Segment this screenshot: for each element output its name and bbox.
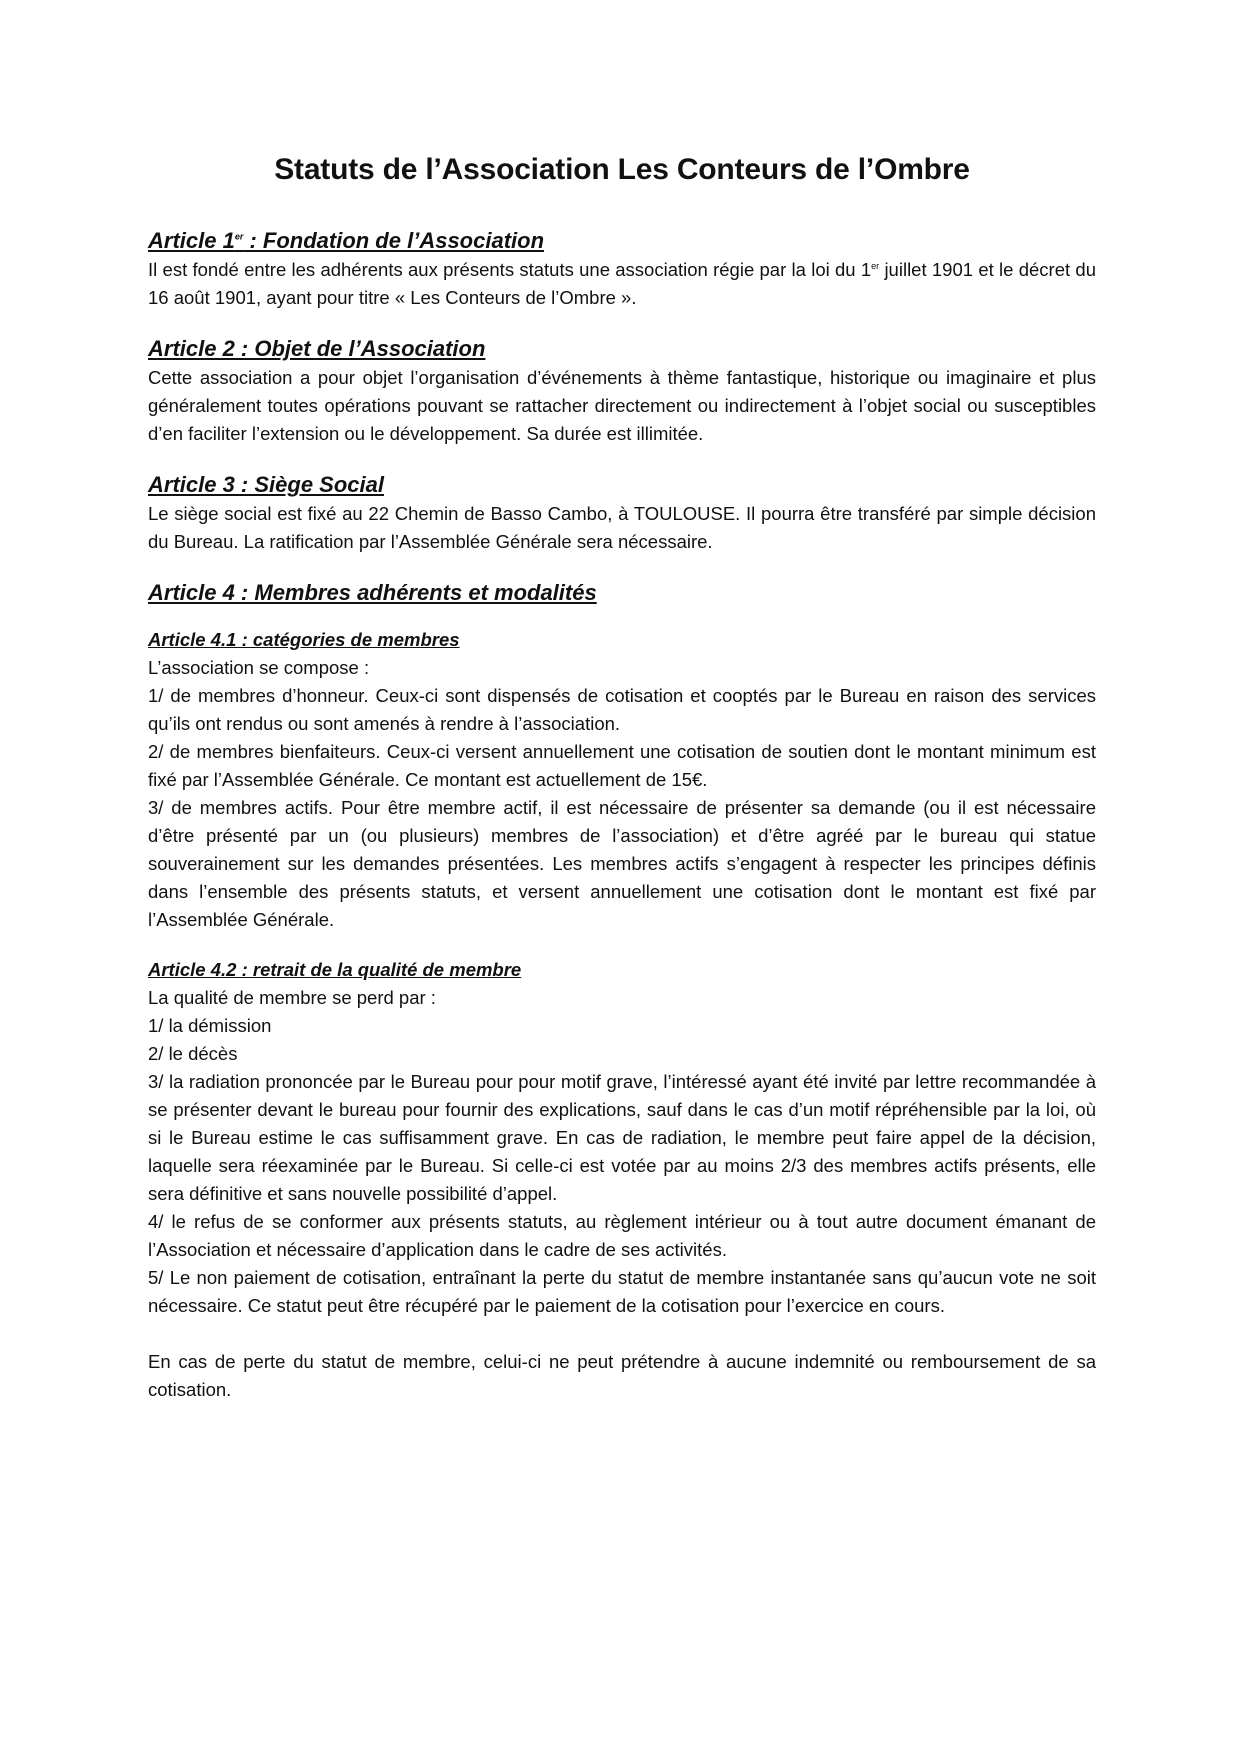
article-1-body	[148, 256, 1096, 312]
article-4-1-item: 3/ de membres actifs. Pour être membre actif, il est nécessaire de présenter sa demande (ou il est nécessaire d’être présenté par un (ou plusieurs) membres de l’association) et d’être agréé par le bureau qui statue souverainement sur les demandes présentées. Les membres actifs s’engagent à respecter les principes définis dans l’ensemble des présents statuts, et versent annuellement une cotisation dont le montant est fixé par l’Assemblée Générale.	[148, 797, 1096, 930]
article-2-heading: Article 2 : Objet de l’Association	[148, 336, 486, 361]
article-4-1-intro: L’association se compose :	[148, 657, 370, 678]
article-4-1-item: 2/ de membres bienfaiteurs. Ceux-ci versent annuellement une cotisation de soutien dont le montant minimum est fixé par l’Assemblée Générale. Ce montant est actuellement de 15€.	[148, 741, 1096, 790]
article-1-heading-sup: er	[234, 231, 244, 242]
article-4-2-item: 1/ la démission	[148, 1015, 272, 1036]
article-3	[148, 470, 1096, 556]
article-1-body-sup: er	[871, 260, 880, 271]
article-4-2-item: 3/ la radiation prononcée par le Bureau pour pour motif grave, l’intéressé ayant été invité par lettre recommandée à se présenter devant le bureau pour fournir des explications, sauf dans le cas d’un motif répréhensible par la loi, où si le Bureau estime le cas suffisamment grave. En cas de radiation, le membre peut faire appel de la décision, laquelle sera réexaminée par le Bureau. Si celle-ci est votée par au moins 2/3 des membres actifs présents, elle sera définitive et sans nouvelle possibilité d’appel.	[148, 1071, 1096, 1204]
article-4-1-item: 1/ de membres d’honneur. Ceux-ci sont dispensés de cotisation et cooptés par le Bureau en raison des services qu’ils ont rendus ou sont amenés à rendre à l’association.	[148, 685, 1096, 734]
article-1-heading-suffix: : Fondation de l’Association	[243, 228, 545, 253]
document-page	[148, 150, 1096, 1426]
article-2	[148, 334, 1096, 448]
article-1-body-part1: Il est fondé entre les adhérents aux présents statuts une association régie par la loi du 1	[148, 259, 872, 280]
article-4-2-closing: En cas de perte du statut de membre, celui-ci ne peut prétendre à aucune indemnité ou remboursement de sa cotisation.	[148, 1351, 1096, 1400]
article-1-body-part2: juillet 1901 et le décret du 16 août 1901, ayant pour titre « Les Conteurs de l’Ombre ».	[148, 259, 1096, 308]
article-1-heading-prefix: Article 1	[148, 228, 235, 253]
article-4-1	[148, 626, 1096, 934]
article-3-heading: Article 3 : Siège Social	[148, 472, 384, 497]
article-4-2-item: 4/ le refus de se conformer aux présents statuts, au règlement intérieur ou à tout autre document émanant de l’Association et nécessaire d’application dans le cadre de ses activités.	[148, 1211, 1096, 1260]
article-4-2	[148, 956, 1096, 1404]
article-1-heading	[148, 226, 1096, 256]
article-4	[148, 578, 1096, 1404]
article-4-2-item: 5/ Le non paiement de cotisation, entraînant la perte du statut de membre instantanée sans qu’aucun vote ne soit nécessaire. Ce statut peut être récupéré par le paiement de la cotisation pour l’exercice en cours.	[148, 1267, 1096, 1316]
article-1	[148, 226, 1096, 312]
article-4-2-intro: La qualité de membre se perd par :	[148, 987, 436, 1008]
article-4-2-item: 2/ le décès	[148, 1043, 238, 1064]
article-4-2-heading: Article 4.2 : retrait de la qualité de membre	[148, 959, 522, 980]
article-3-body: Le siège social est fixé au 22 Chemin de Basso Cambo, à TOULOUSE. Il pourra être transféré par simple décision du Bureau. La ratification par l’Assemblée Générale sera nécessaire.	[148, 503, 1096, 552]
article-2-body: Cette association a pour objet l’organisation d’événements à thème fantastique, historique ou imaginaire et plus généralement toutes opérations pouvant se rattacher directement ou indirectement à l’objet social ou susceptibles d’en faciliter l’extension ou le développement. Sa durée est illimitée.	[148, 367, 1096, 444]
document-title: Statuts de l’Association Les Conteurs de l’Ombre	[274, 153, 970, 186]
article-4-heading: Article 4 : Membres adhérents et modalités	[148, 580, 597, 605]
article-4-1-heading: Article 4.1 : catégories de membres	[148, 629, 460, 650]
